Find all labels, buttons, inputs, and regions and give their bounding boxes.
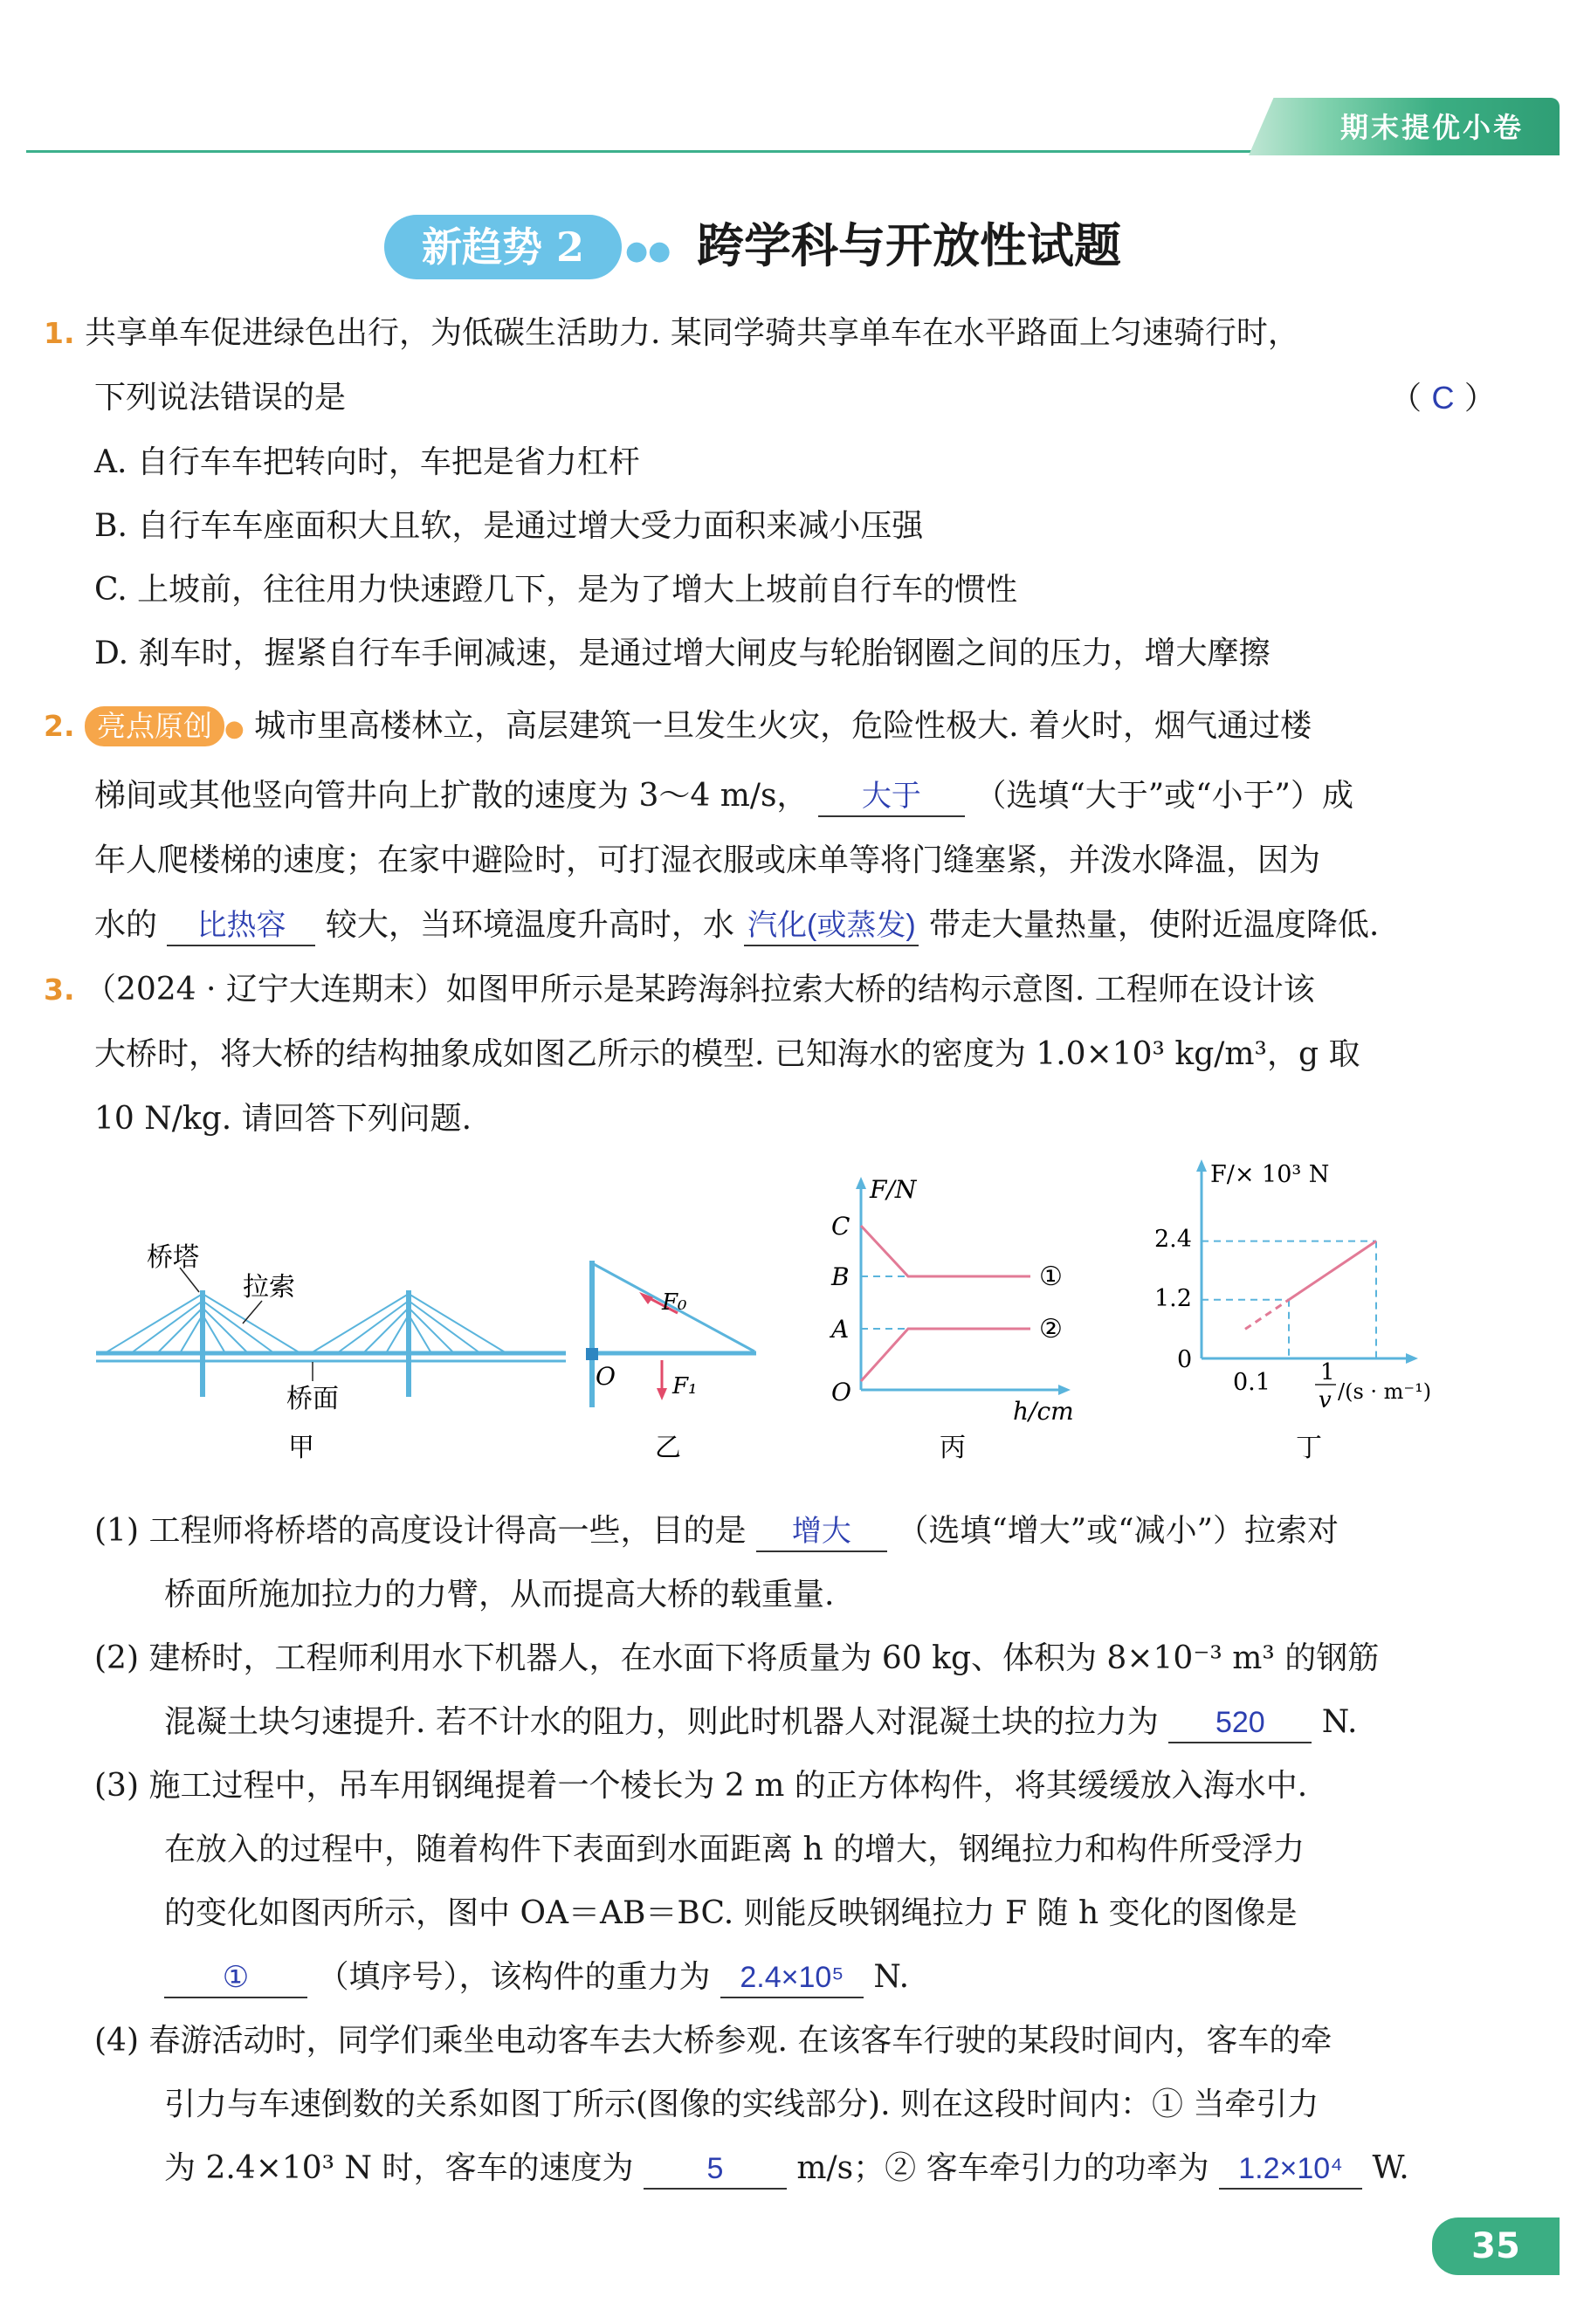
page-number: 35 <box>1432 2217 1560 2275</box>
q1-option-c: C. 上坡前，往往用力快速蹬几下，是为了增大上坡前自行车的惯性 <box>94 572 1018 608</box>
figure-yi <box>586 1261 756 1463</box>
label-cable: 拉索 <box>243 1272 295 1303</box>
q3-sub4-line3 <box>164 2148 1409 2190</box>
ding-tick-24: 2.4 <box>1154 1226 1192 1253</box>
q3-sub1-c: 桥面所施加拉力的力臂，从而提高大桥的载重量. <box>164 1577 835 1612</box>
bing-xlabel: h/cm <box>1013 1397 1074 1426</box>
bing-curve2-label: ② <box>1039 1314 1063 1344</box>
q3-sub2-answer: 520 <box>1168 1703 1312 1743</box>
q2-tag: 亮点原创 <box>85 706 224 746</box>
q3-sub4-answer-1: 5 <box>644 2149 787 2190</box>
label-o: O <box>596 1362 616 1391</box>
q1-line1 <box>44 313 1299 354</box>
q2-answer-1: 大于 <box>818 777 965 817</box>
ding-x-arrow <box>1406 1353 1418 1364</box>
q2-text-4a: 水的 <box>94 907 158 943</box>
ding-extension-dashed <box>1245 1300 1289 1330</box>
q3-sub2-b: 混凝土块匀速提升. 若不计水的阻力，则此时机器人对混凝土块的拉力为 <box>164 1704 1159 1740</box>
q3-text-3: 10 N/kg. 请回答下列问题. <box>94 1101 472 1137</box>
q1-option-d: D. 刹车时，握紧自行车手闸减速，是通过增大闸皮与轮胎钢圈之间的压力，增大摩擦 <box>94 636 1271 671</box>
q1-option-a: A. 自行车车把转向时，车把是省力杠杆 <box>94 444 640 480</box>
q3-sub4-e: W. <box>1372 2150 1409 2186</box>
q3-sub2-c: N. <box>1321 1704 1358 1740</box>
q3-sub4-a: (4) 春游活动时，同学们乘坐电动客车去大桥参观. 在该客车行驶的某段时间内，客车的牵 <box>94 2023 1333 2059</box>
ding-ylabel: F/× 10³ N <box>1210 1161 1330 1188</box>
q3-text-1: （2024 · 辽宁大连期末）如图甲所示是某跨海斜拉索大桥的结构示意图. 工程师在设计该 <box>84 972 1315 1007</box>
bing-y-arrow <box>856 1177 866 1189</box>
bing-curve-2 <box>861 1329 1030 1381</box>
ding-series-solid <box>1289 1241 1376 1300</box>
q3-sub3-answer-1: ① <box>164 1958 307 1998</box>
bing-ylabel: F/N <box>870 1175 917 1204</box>
ding-tick-01: 0.1 <box>1233 1369 1271 1396</box>
q3-sub3-b: 在放入的过程中，随着构件下表面到水面距离 h 的增大，钢绳拉力和构件所受浮力 <box>164 1832 1305 1867</box>
label-deck: 桥面 <box>286 1384 339 1414</box>
ding-tick-12: 1.2 <box>1154 1285 1192 1312</box>
q3-line1 <box>44 969 1315 1011</box>
q2-answer-2: 比热容 <box>167 906 315 946</box>
q3-sub4-c: 为 2.4×10³ N 时，客车的速度为 <box>164 2150 634 2186</box>
figure-ding-label: 丁 <box>1296 1433 1322 1463</box>
pivot-o <box>586 1348 598 1360</box>
bing-curve-1 <box>861 1226 1030 1276</box>
q3-sub3-c: 的变化如图丙所示，图中 OA＝AB＝BC. 则能反映钢绳拉力 F 随 h 变化的图像是 <box>164 1895 1298 1931</box>
q2-line3: 年人爬楼梯的速度；在家中避险时，可打湿衣服或床单等将门缝塞紧，并泼水降温，因为 <box>94 842 1321 878</box>
ding-y-arrow <box>1196 1159 1207 1172</box>
q3-sub4-d: m/s；② 客车牵引力的功率为 <box>796 2150 1209 2186</box>
q2-text-4b: 较大，当环境温度升高时，水 <box>325 907 734 943</box>
figure-jia <box>96 1242 566 1463</box>
bing-x-arrow <box>1058 1385 1071 1395</box>
q3-sub2-line2 <box>164 1702 1357 1743</box>
q3-sub3-e: N. <box>873 1959 910 1995</box>
ding-tick-0: 0 <box>1177 1346 1193 1373</box>
q3-sub3-answer-2: 2.4×10⁵ <box>720 1958 864 1998</box>
badge-dots: ●● <box>625 236 671 266</box>
q3-sub3-a: (3) 施工过程中，吊车用钢绳提着一个棱长为 2 m 的正方体构件，将其缓缓放入海水中. <box>94 1768 1308 1804</box>
figure-bing <box>829 1175 1074 1463</box>
bing-o: O <box>831 1378 851 1406</box>
q2-line4 <box>94 904 1379 946</box>
q3-sub4-answer-2: 1.2×10⁴ <box>1219 2149 1362 2190</box>
q1-answer: C <box>1431 380 1455 416</box>
q3-sub1-b: （选填“增大”或“减小”）拉索对 <box>897 1513 1339 1549</box>
q1-stem-1: 共享单车促进绿色出行，为低碳生活助力. 某同学骑共享单车在水平路面上匀速骑行时， <box>84 315 1299 351</box>
q1-option-b: B. 自行车车座面积大且软，是通过增大受力面积来减小压强 <box>94 508 924 544</box>
section-badge: 新趋势 2 <box>384 215 622 279</box>
label-f0: F₀ <box>662 1289 687 1316</box>
figure-yi-label: 乙 <box>655 1433 681 1463</box>
label-f1: F₁ <box>672 1373 698 1399</box>
figure-bing-label: 丙 <box>940 1433 966 1463</box>
bing-c: C <box>831 1212 850 1241</box>
cables <box>105 1294 506 1353</box>
q2-text-4c: 带走大量热量，使附近温度降低. <box>928 907 1380 943</box>
q2-number: 2. <box>44 709 75 743</box>
q3-sub3-line4 <box>164 1956 909 1998</box>
cable-leader <box>243 1301 262 1324</box>
label-tower: 桥塔 <box>147 1242 199 1273</box>
q2-line1 <box>44 705 1312 750</box>
q3-number: 3. <box>44 973 75 1007</box>
figure-ding <box>1154 1159 1431 1463</box>
q1-number: 1. <box>44 316 75 350</box>
figures <box>0 1152 1577 1484</box>
q3-sub1-a: (1) 工程师将桥塔的高度设计得高一些，目的是 <box>94 1513 747 1549</box>
q3-text-2: 大桥时，将大桥的结构抽象成如图乙所示的模型. 已知海水的密度为 1.0×10³ kg/m³，g 取 <box>94 1036 1360 1072</box>
ding-xlabel-num: 1 <box>1320 1359 1335 1385</box>
q2-answer-3: 汽化(或蒸发) <box>744 906 919 946</box>
arrow-f1-head <box>657 1388 667 1400</box>
q2-tag-dot: ● <box>224 716 244 742</box>
q2-line2 <box>94 775 1353 817</box>
header-rule <box>26 150 1275 153</box>
q3-sub3-d: （填序号），该构件的重力为 <box>317 1959 711 1995</box>
q1-stem-2: 下列说法错误的是 <box>94 380 347 416</box>
q3-sub1-line1 <box>94 1510 1339 1552</box>
figure-jia-label: 甲 <box>288 1433 314 1463</box>
header-label: 期末提优小卷 <box>1339 111 1524 144</box>
ding-xlabel-unit: /(s · m⁻¹) <box>1338 1379 1432 1404</box>
q3-sub4-b: 引力与车速倒数的关系如图丁所示(图像的实线部分). 则在这段时间内：① 当牵引力 <box>164 2087 1319 2122</box>
bing-a: A <box>831 1315 850 1344</box>
bing-b: B <box>831 1262 850 1291</box>
q3-sub2-a: (2) 建桥时，工程师利用水下机器人，在水面下将质量为 60 kg、体积为 8×10⁻³ m³ 的钢筋 <box>94 1640 1380 1676</box>
ding-xlabel-den: v <box>1319 1387 1332 1413</box>
bing-curve1-label: ① <box>1039 1262 1063 1292</box>
q1-answer-bracket: （ C ） <box>1390 380 1496 416</box>
section-title: 跨学科与开放性试题 <box>697 217 1121 273</box>
q3-sub1-answer: 增大 <box>756 1512 887 1552</box>
q2-text-2b: （选填“大于”或“小于”）成 <box>974 778 1353 814</box>
q2-text-1: 城市里高楼林立，高层建筑一旦发生火灾，危险性极大. 着火时，烟气通过楼 <box>254 708 1312 744</box>
q2-text-2a: 梯间或其他竖向管井向上扩散的速度为 3～4 m/s， <box>94 778 809 814</box>
